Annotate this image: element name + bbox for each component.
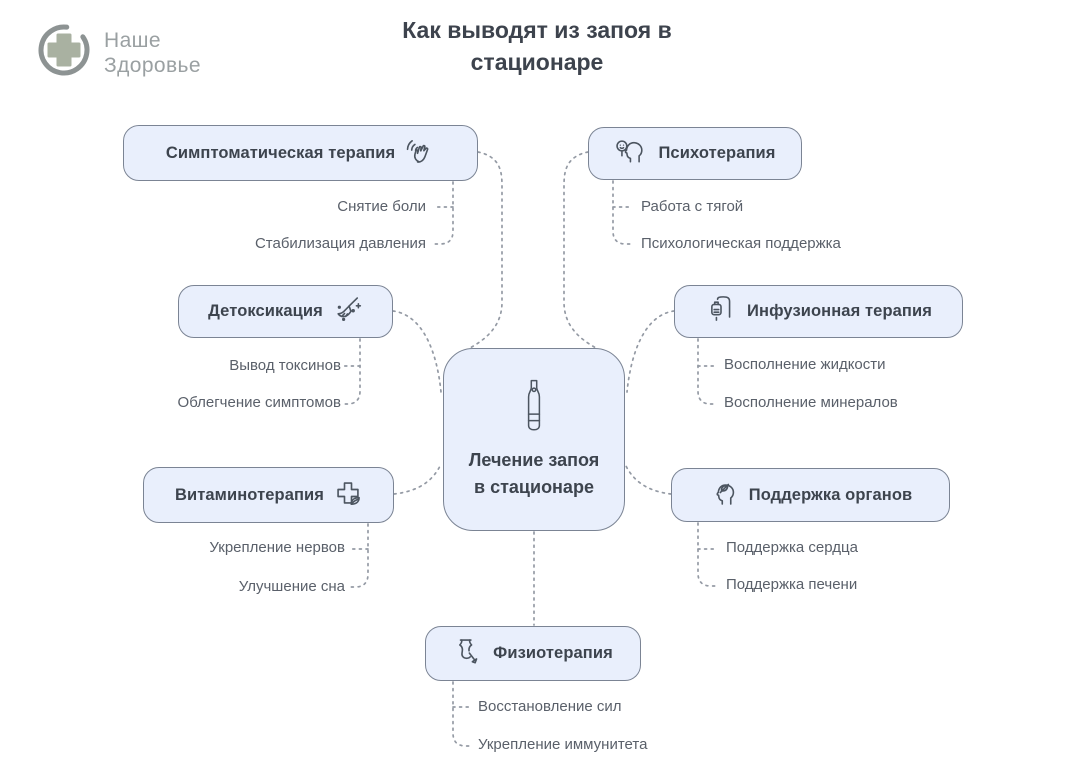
branch-node-label: Детоксикация [208, 302, 323, 320]
subitem-label: Восстановление сил [478, 698, 622, 715]
branch-node-label: Поддержка органов [748, 485, 913, 504]
subitem-label: Вывод токсинов [229, 357, 341, 374]
subitem-label: Работа с тягой [641, 198, 744, 215]
head-leaf-icon [709, 479, 739, 512]
subitem-label: Восполнение жидкости [724, 356, 886, 373]
subitem-label: Стабилизация давления [254, 235, 426, 252]
branch-node-label: Витаминотерапия [174, 485, 325, 504]
medical-cross-leaf-icon [334, 479, 362, 512]
branch-node-infusion-therapy [674, 285, 963, 338]
subitem-label: Психологическая поддержка [641, 235, 841, 252]
logo-text [104, 28, 201, 78]
logo-text-line2: Здоровье [104, 53, 201, 77]
logo [36, 22, 201, 83]
subitem-label: Укрепление иммунитета [478, 736, 648, 753]
logo-text-line1: Наше [104, 28, 161, 52]
branch-node-label: Психотерапия [658, 144, 776, 162]
branch-node-label: Инфузионная терапия [747, 302, 932, 320]
subitem-label: Поддержка сердца [726, 539, 858, 556]
central-node-label: Лечение запоя в стационаре [468, 450, 600, 497]
branch-node-physiotherapy [425, 626, 641, 681]
subitem-label: Снятие боли [337, 198, 426, 215]
branch-node-organ-support [671, 468, 950, 522]
branch-node-symptomatic-therapy [123, 125, 478, 181]
bottle-icon [521, 379, 547, 438]
central-node [443, 348, 625, 531]
tremor-hand-icon [405, 137, 435, 170]
subitem-label: Поддержка печени [726, 576, 858, 593]
branch-node-detox [178, 285, 393, 338]
branch-node-label: Физиотерапия [493, 644, 613, 662]
subitem-label: Восполнение минералов [724, 394, 898, 411]
logo-cross-icon [36, 22, 92, 83]
page-title: Как выводят из запоя в стационаре [402, 17, 672, 76]
head-smiley-icon [614, 137, 648, 170]
subitem-label: Улучшение сна [238, 578, 345, 595]
branch-node-vitamin-therapy [143, 467, 394, 523]
branch-node-label: Симптоматическая терапия [165, 143, 396, 162]
subitem-label: Укрепление нервов [209, 539, 345, 556]
broom-sparkles-icon [333, 295, 363, 328]
subitem-label: Облегчение симптомов [177, 394, 341, 411]
torso-massage-icon [453, 637, 483, 670]
branch-node-psychotherapy [588, 127, 802, 180]
iv-drip-icon [705, 295, 737, 328]
